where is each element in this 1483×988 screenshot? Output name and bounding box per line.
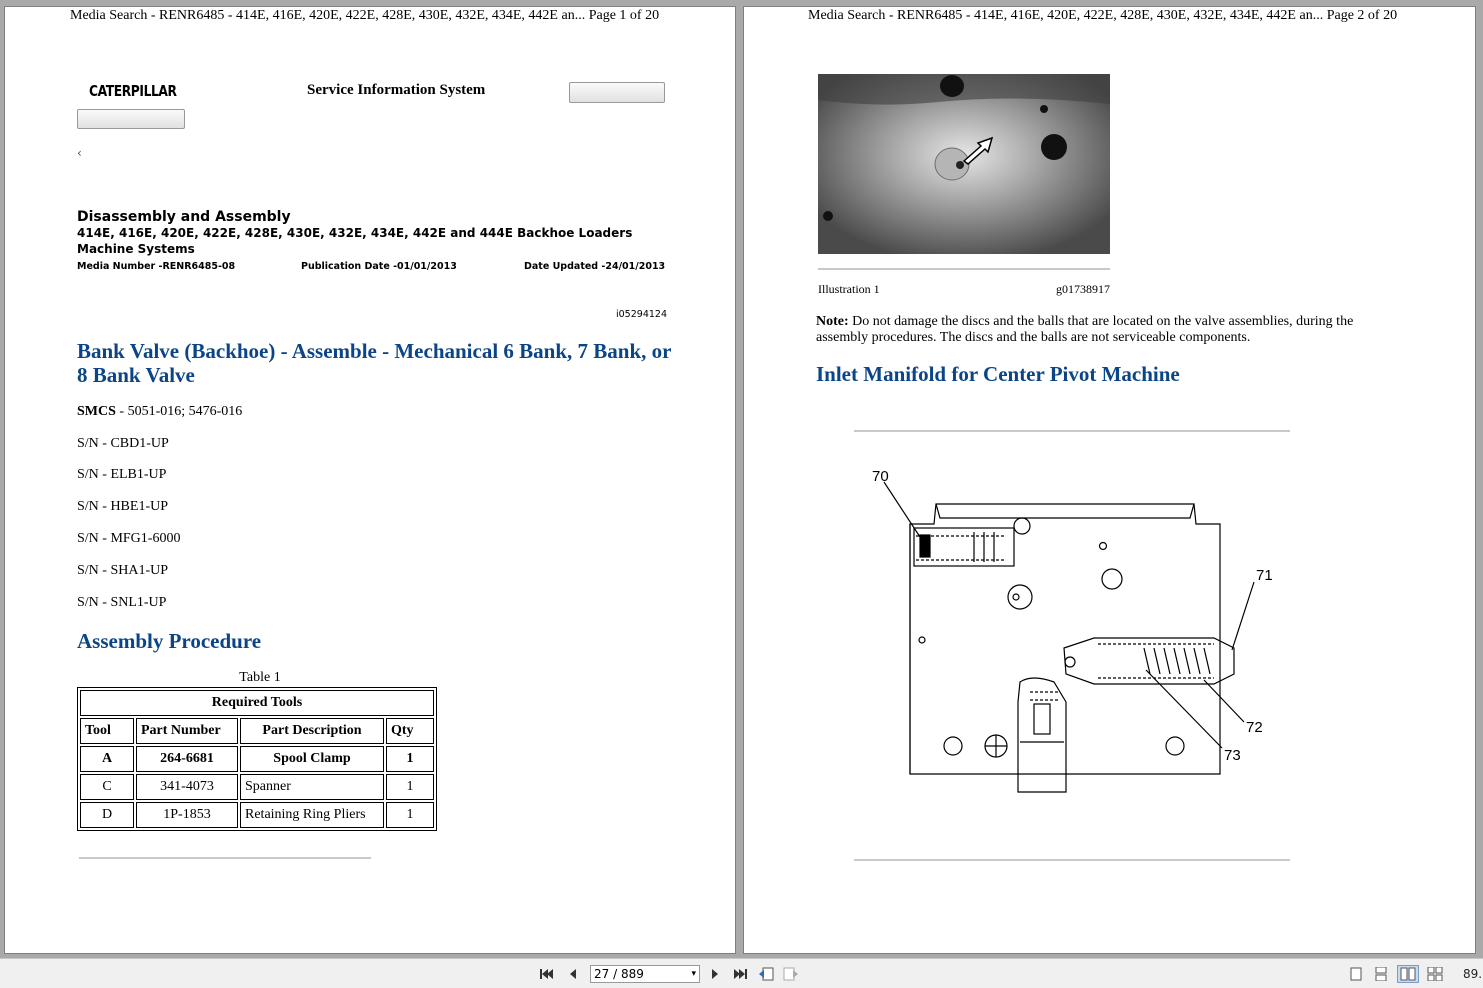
table-cell: 1: [386, 746, 434, 772]
date-updated: Date Updated -24/01/2013: [524, 261, 666, 272]
table-cell: 1: [386, 774, 434, 800]
table-row: [80, 746, 434, 772]
page-header: Media Search - RENR6485 - 414E, 416E, 420E, 422E, 428E, 430E, 432E, 434E, 442E an... Page 1 of 20: [70, 8, 660, 23]
table-cell: 341-4073: [136, 774, 238, 800]
smcs-line: [77, 404, 242, 420]
sis-search-box[interactable]: [569, 82, 665, 103]
illustration-id: g01738917: [1056, 282, 1110, 296]
go-back-view-icon[interactable]: [757, 965, 775, 983]
smcs-label: SMCS: [77, 404, 116, 419]
smcs-value: - 5051-016; 5476-016: [115, 404, 243, 419]
table-caption: Table 1: [239, 670, 281, 685]
continuous-view-icon[interactable]: [1372, 965, 1390, 983]
pdf-toolbar: [0, 958, 1483, 988]
divider: [818, 268, 1110, 270]
divider: [854, 859, 1290, 861]
serial-number: S/N - ELB1-UP: [77, 467, 167, 482]
section-heading: Assembly Procedure: [77, 629, 262, 653]
section-heading: Inlet Manifold for Center Pivot Machine: [816, 362, 1180, 386]
doc-systems: Machine Systems: [77, 242, 195, 256]
divider: [79, 857, 371, 859]
table-cell: Spanner: [240, 774, 384, 800]
table-cell: A: [80, 746, 134, 772]
table-title: Required Tools: [80, 690, 434, 716]
valve-photo: [818, 74, 1110, 254]
previous-page-icon[interactable]: [564, 965, 582, 983]
zoom-level[interactable]: 89.: [1463, 967, 1483, 981]
callout-70: 70: [872, 468, 889, 485]
note-paragraph: [816, 314, 1406, 346]
two-page-view-icon[interactable]: [1397, 965, 1419, 983]
callout-72: 72: [1246, 719, 1263, 736]
serial-number: S/N - SHA1-UP: [77, 563, 169, 578]
table-cell: 264-6681: [136, 746, 238, 772]
column-header: Part Description: [240, 718, 384, 744]
sis-nav-box[interactable]: [77, 109, 185, 129]
first-page-icon[interactable]: [538, 965, 556, 983]
single-page-view-icon[interactable]: [1347, 965, 1365, 983]
table-row: [80, 774, 434, 800]
table-header-row: [80, 718, 434, 744]
note-text: Do not damage the discs and the balls that are located on the valve assemblies, during the assembly procedures. The discs and the balls are not serviceable components.: [816, 314, 1354, 345]
serial-number: S/N - SNL1-UP: [77, 595, 167, 610]
last-page-icon[interactable]: [731, 965, 749, 983]
table-cell: 1: [386, 802, 434, 828]
media-number: Media Number -RENR6485-08: [77, 261, 236, 272]
page-number-select[interactable]: [590, 965, 700, 983]
doc-type: Disassembly and Assembly: [77, 209, 291, 225]
column-header: Part Number: [136, 718, 238, 744]
callout-71: 71: [1256, 567, 1273, 584]
serial-number: S/N - CBD1-UP: [77, 436, 169, 451]
serial-number: S/N - HBE1-UP: [77, 499, 169, 514]
manifold-diagram: [854, 452, 1294, 802]
table-cell: Retaining Ring Pliers: [240, 802, 384, 828]
illustration-label: Illustration 1: [818, 282, 880, 296]
table-cell: C: [80, 774, 134, 800]
serial-number: S/N - MFG1-6000: [77, 531, 181, 546]
column-header: Tool: [80, 718, 134, 744]
table-row: [80, 802, 434, 828]
pdf-page-1: [4, 6, 736, 954]
page-header: Media Search - RENR6485 - 414E, 416E, 420E, 422E, 428E, 430E, 432E, 434E, 442E an... Page 2 of 20: [808, 8, 1398, 23]
two-page-continuous-icon[interactable]: [1426, 965, 1444, 983]
go-forward-view-icon[interactable]: [782, 965, 800, 983]
table-cell: Spool Clamp: [240, 746, 384, 772]
sis-title: Service Information System: [307, 82, 486, 98]
back-arrow-icon[interactable]: ‹: [77, 146, 82, 160]
next-page-icon[interactable]: [706, 965, 724, 983]
chevron-down-icon: ▾: [691, 969, 696, 979]
column-header: Qty: [386, 718, 434, 744]
required-tools-table: [77, 687, 437, 831]
pdf-page-2: [743, 6, 1476, 954]
page-number-value: 27 / 889: [594, 967, 644, 981]
page-title: Bank Valve (Backhoe) - Assemble - Mechanical 6 Bank, 7 Bank, or 8 Bank Valve: [77, 339, 672, 387]
publication-date: Publication Date -01/01/2013: [301, 261, 457, 272]
caterpillar-logo: CATERPILLAR: [89, 82, 177, 100]
table-cell: 1P-1853: [136, 802, 238, 828]
doc-id: i05294124: [616, 309, 667, 320]
doc-models: 414E, 416E, 420E, 422E, 428E, 430E, 432E, 434E, 442E and 444E Backhoe Loaders: [77, 226, 633, 240]
callout-73: 73: [1224, 747, 1241, 764]
divider: [854, 430, 1290, 432]
note-label: Note:: [816, 314, 849, 329]
table-title-row: [80, 690, 434, 716]
table-cell: D: [80, 802, 134, 828]
